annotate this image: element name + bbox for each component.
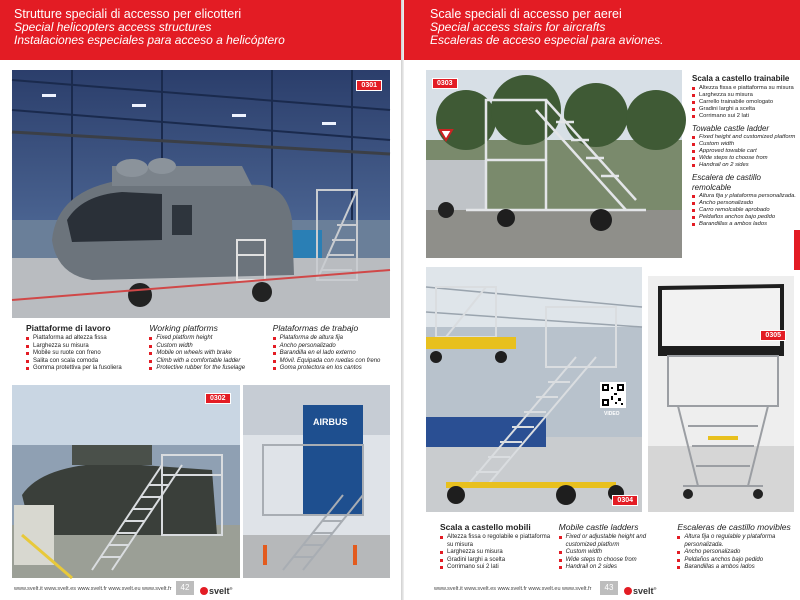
caption-item: Gradini larghi a scelta bbox=[692, 106, 798, 113]
product-code-badge: 0301 bbox=[356, 80, 382, 91]
mobile-ladders-photo bbox=[426, 267, 642, 512]
right-header-title-en: Special access stairs for aircrafts bbox=[430, 20, 606, 34]
caption-title: Working platforms bbox=[149, 323, 218, 333]
caption-item: Handrail on 2 sides bbox=[692, 162, 798, 169]
caption-item: Altezza fissa o regolabile e piattaforma su misura bbox=[440, 534, 555, 549]
caption-title: Mobile castle ladders bbox=[558, 522, 639, 532]
product-code-badge: 0305 bbox=[760, 330, 786, 341]
footer-websites: www.svelt.it www.svelt.es www.svelt.fr www.svelt.eu www.svelt.fr bbox=[434, 586, 592, 592]
video-label: VIDEO bbox=[604, 411, 620, 417]
caption-item: Ancho personalizado bbox=[692, 200, 798, 207]
video-qr-code[interactable] bbox=[600, 382, 626, 408]
caption-item: Custom width bbox=[149, 343, 268, 351]
caption-item: Altezza fissa e piattaforma su misura bbox=[692, 85, 798, 92]
caption-item: Custom width bbox=[692, 141, 798, 148]
caption-item: Goma protectora en los cantos bbox=[273, 365, 392, 373]
left-page-header bbox=[0, 0, 404, 60]
caption-item: Larghezza su misura bbox=[692, 92, 798, 99]
caption-item: Gradini larghi a scelta bbox=[440, 557, 555, 565]
svelt-logo: svelt® bbox=[200, 586, 232, 596]
caption-item: Handrail on 2 sides bbox=[559, 564, 674, 572]
left-header-title-it: Strutture speciali di accesso per elicotteri bbox=[14, 7, 242, 21]
caption-english bbox=[149, 323, 272, 373]
right-page-header bbox=[404, 0, 800, 60]
page-number: 42 bbox=[176, 581, 194, 595]
caption-title: Plataformas de trabajo bbox=[272, 323, 359, 333]
helicopter-hangar-photo bbox=[12, 70, 390, 318]
towable-ladder-photo bbox=[426, 70, 682, 258]
caption-item: Carro remolcable aprobado bbox=[692, 207, 798, 214]
caption-item: Barandilla en el lado externo bbox=[273, 350, 392, 358]
svelt-logo: svelt® bbox=[624, 586, 656, 596]
caption-item: Ancho personalizado bbox=[273, 343, 392, 351]
caption-item: Piattaforma ad altezza fissa bbox=[26, 335, 145, 343]
caption-item: Ancho personalizado bbox=[677, 549, 792, 557]
caption-item: Salita con scala comoda bbox=[26, 358, 145, 366]
left-header-title-en: Special helicopters access structures bbox=[14, 20, 212, 34]
caption-item: Peldaños anchos bajo pedido bbox=[677, 557, 792, 565]
caption-item: Wide steps to choose from bbox=[692, 155, 798, 162]
left-captions bbox=[26, 323, 396, 373]
caption-item: Protective rubber for the fuselage bbox=[149, 365, 268, 373]
caption-item: Carrello trainabile omologato bbox=[692, 99, 798, 106]
caption-item: Larghezza su misura bbox=[26, 343, 145, 351]
product-code-badge: 0304 bbox=[612, 495, 638, 506]
logo-mark-icon bbox=[624, 587, 632, 595]
right-header-title-es: Escaleras de acceso especial para aviones. bbox=[430, 33, 664, 47]
caption-title: Piattaforme di lavoro bbox=[26, 323, 111, 333]
caption-item: Larghezza su misura bbox=[440, 549, 555, 557]
towable-ladder-caption bbox=[692, 72, 798, 232]
right-header-title-it: Scale speciali di accesso per aerei bbox=[430, 7, 622, 21]
caption-item: Móvil. Equipada con ruedas con freno bbox=[273, 358, 392, 366]
caption-item: Approved towable cart bbox=[692, 148, 798, 155]
footer-websites: www.svelt.it www.svelt.es www.svelt.fr www.svelt.eu www.svelt.fr bbox=[14, 586, 172, 592]
caption-item: Corrimano sui 2 lati bbox=[440, 564, 555, 572]
caption-item: Plataforma de altura fija bbox=[273, 335, 392, 343]
caption-item: Gomma protettiva per la fusoliera bbox=[26, 365, 145, 373]
caption-item: Corrimano sui 2 lati bbox=[692, 113, 798, 120]
product-code-badge: 0302 bbox=[205, 393, 231, 404]
caption-title: Escaleras de castillo movibles bbox=[677, 522, 791, 532]
caption-italian bbox=[440, 522, 559, 572]
caption-spanish bbox=[677, 522, 796, 572]
caption-title: Escalera de castillo remolcable bbox=[692, 173, 761, 192]
covered-ladder-photo bbox=[648, 276, 794, 512]
caption-item: Climb with a comfortable ladder bbox=[149, 358, 268, 366]
right-captions bbox=[440, 522, 796, 572]
right-page bbox=[404, 0, 800, 600]
product-code-badge: 0303 bbox=[432, 78, 458, 89]
caption-item: Wide steps to choose from bbox=[559, 557, 674, 565]
caption-item: Fixed height and customized platform bbox=[692, 134, 798, 141]
caption-title: Scala a castello trainabile bbox=[692, 74, 790, 83]
caption-item: Barandillas a ambos lados bbox=[692, 221, 798, 228]
left-header-title-es: Instalaciones especiales para acceso a helicóptero bbox=[14, 33, 285, 47]
caption-item: Altura fija o regulable y plataforma personalizada. bbox=[677, 534, 792, 549]
caption-item: Barandillas a ambos lados bbox=[677, 564, 792, 572]
caption-english bbox=[559, 522, 678, 572]
page-number: 43 bbox=[600, 581, 618, 595]
caption-italian bbox=[26, 323, 149, 373]
caption-item: Fixed platform height bbox=[149, 335, 268, 343]
caption-item: Peldaños anchos bajo pedido bbox=[692, 214, 798, 221]
caption-item: Custom width bbox=[559, 549, 674, 557]
helicopter-stairs-photo bbox=[12, 385, 240, 578]
logo-mark-icon bbox=[200, 587, 208, 595]
svg-text:AIRBUS: AIRBUS bbox=[313, 417, 348, 427]
caption-spanish bbox=[273, 323, 396, 373]
caption-item: Mobile on wheels with brake bbox=[149, 350, 268, 358]
page-edge-tab bbox=[794, 230, 800, 270]
caption-title: Scala a castello mobili bbox=[440, 522, 531, 532]
logo-text: svelt bbox=[633, 586, 654, 596]
logo-text: svelt bbox=[209, 586, 230, 596]
caption-title: Towable castle ladder bbox=[692, 123, 770, 133]
caption-item: Fixed or adjustable height and customized platform bbox=[559, 534, 674, 549]
caption-item: Mobile su ruote con freno bbox=[26, 350, 145, 358]
airbus-hangar-stairs-photo bbox=[210, 385, 390, 578]
caption-item: Altura fija y plataforma personalizada. bbox=[692, 193, 798, 200]
